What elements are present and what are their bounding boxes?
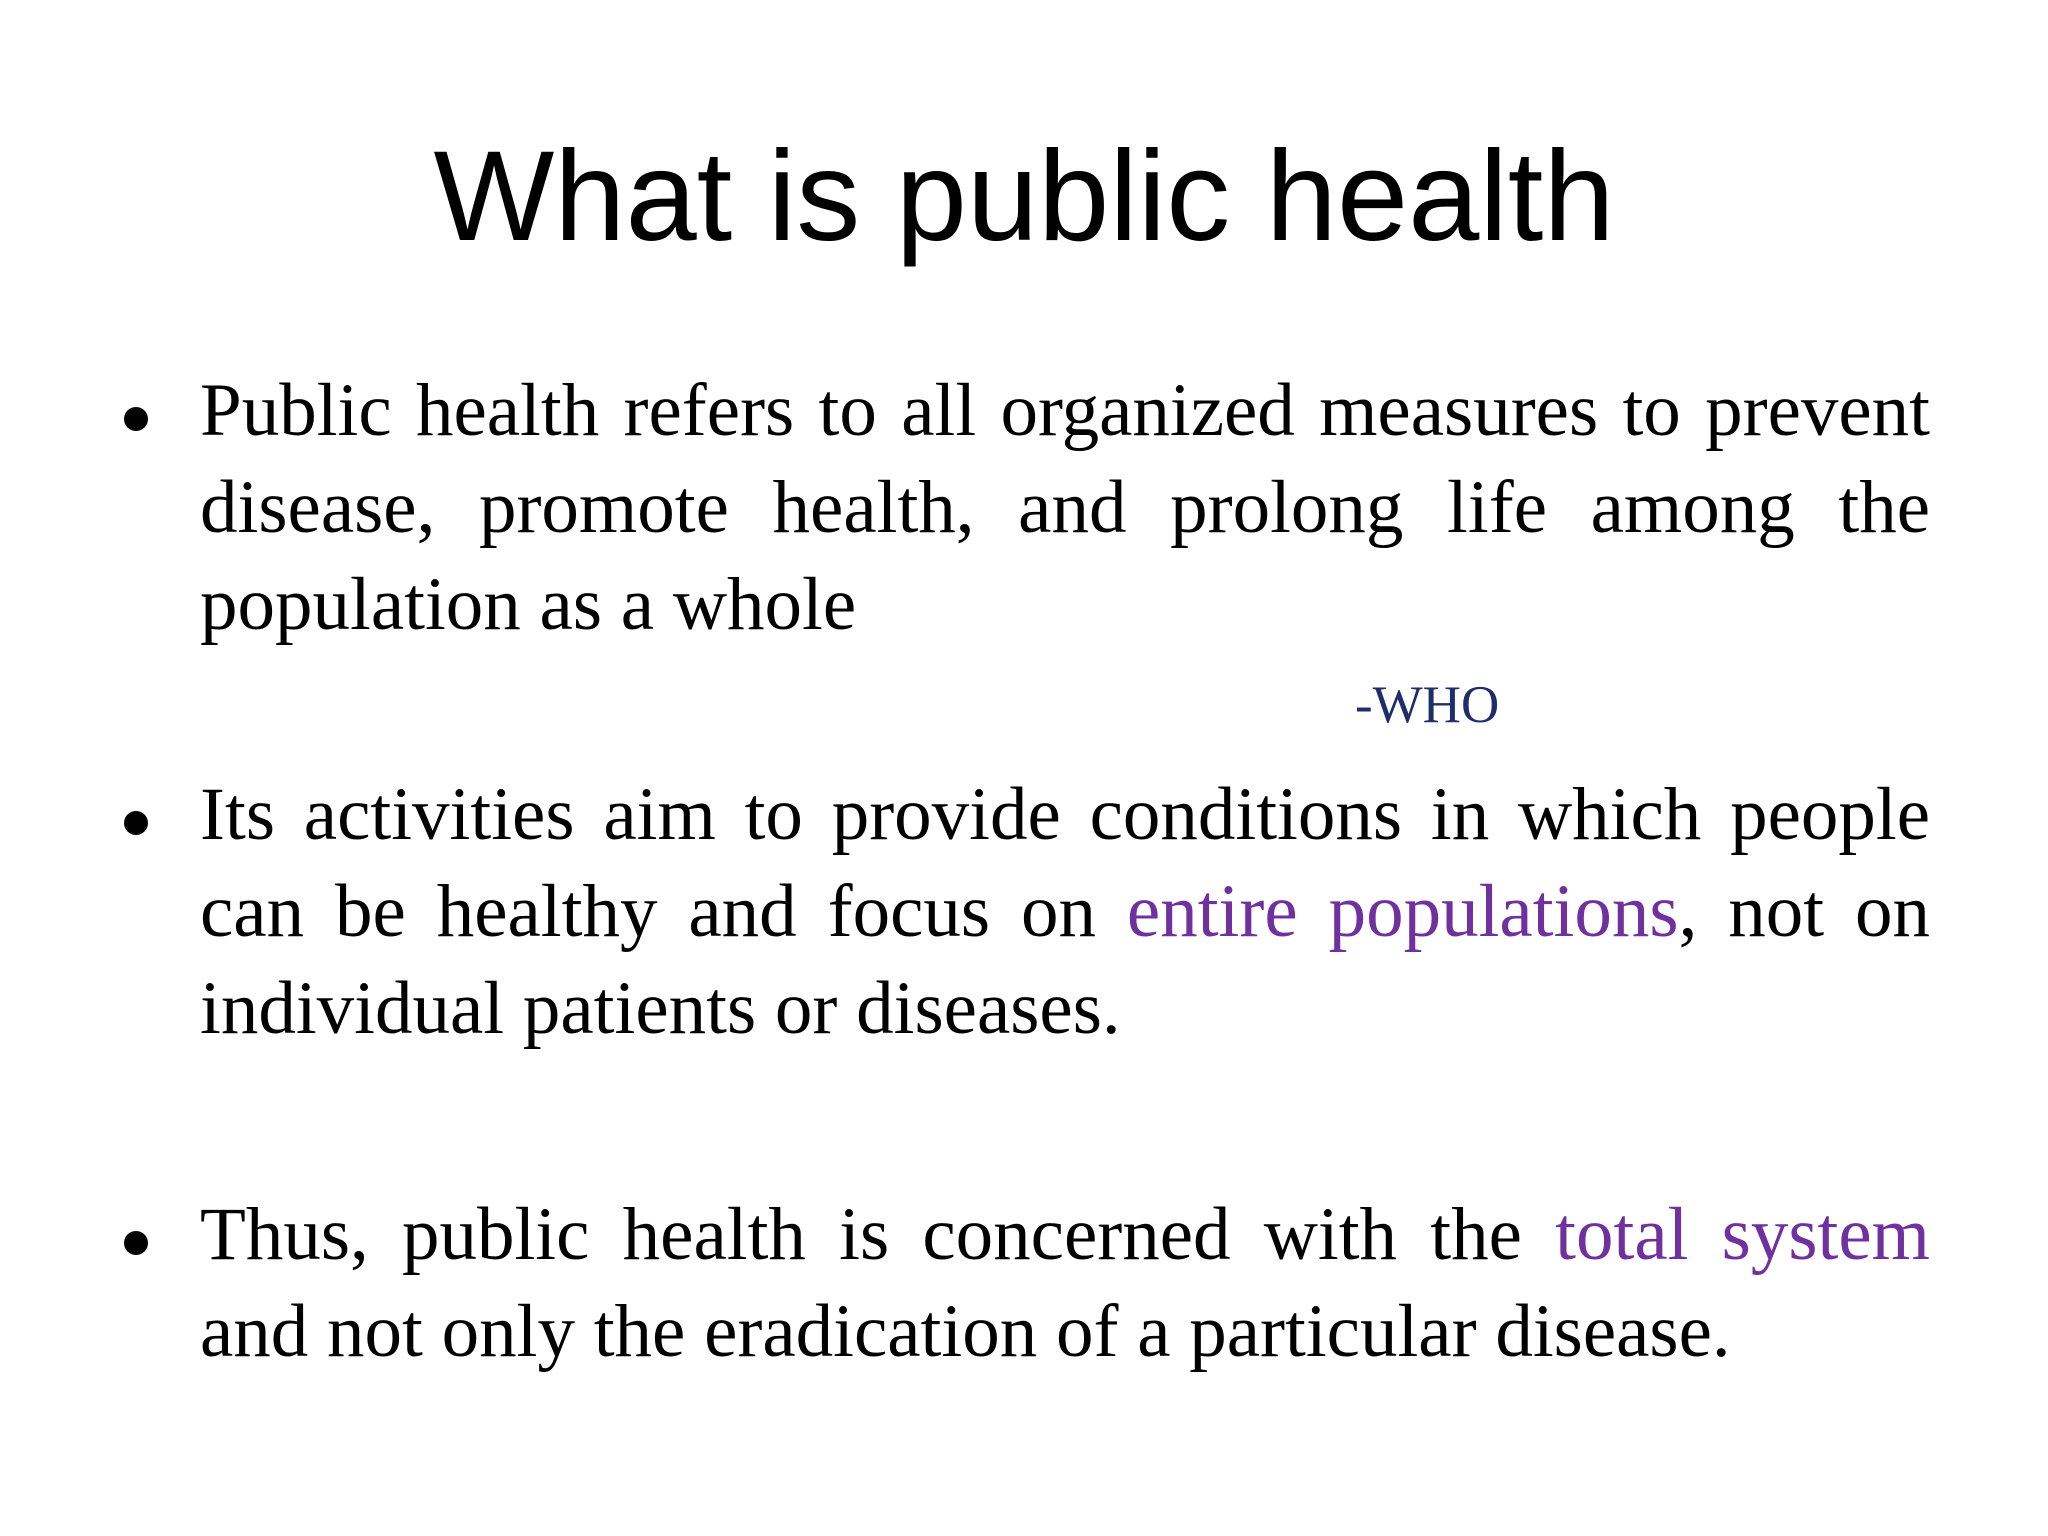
- bullet-1-body: Public health refers to all organized measures to prevent disease, promote health, and prolong life among the population as a whole: [200, 369, 1930, 646]
- bullet-icon: [124, 811, 148, 835]
- attribution: -WHO: [1355, 676, 1500, 734]
- slide-title: What is public health: [433, 125, 1615, 268]
- bullet-icon: [124, 1231, 148, 1255]
- bullet-3-highlight: total system: [1555, 1193, 1930, 1276]
- bullet-icon: [124, 407, 148, 431]
- bullet-2-text-after: , not on individual patients or diseases.: [200, 870, 1931, 1050]
- bullet-3-text-before: Thus, public health is concerned with the: [200, 1193, 1556, 1276]
- bullet-3-text-after: and not only the eradication of a particular disease.: [200, 1290, 1731, 1373]
- bullet-2-highlight: entire populations: [1126, 870, 1679, 953]
- bullet-1-text: [200, 362, 1930, 653]
- bullet-2-text: [200, 766, 1930, 1057]
- bullet-3-text: [200, 1186, 1930, 1380]
- bullet-2-text-before: Its activities aim to provide conditions in which people can be healthy and focus on: [200, 773, 1930, 953]
